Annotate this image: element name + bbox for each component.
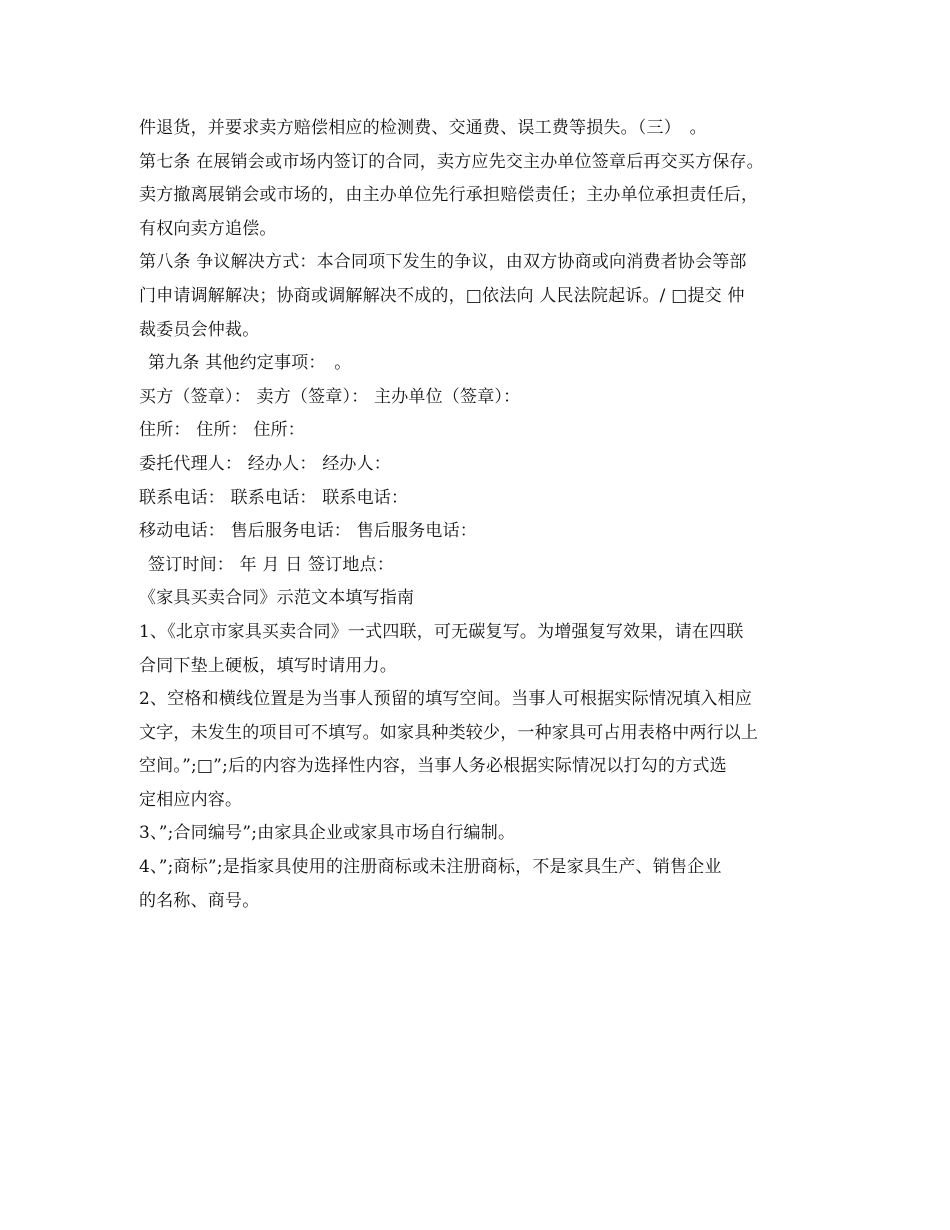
text-line: 定相应内容。 [139,789,243,810]
guide-item-4: 4、”;商标”;是指家具使用的注册商标或未注册商标，不是家具生产、销售企业 [139,857,722,878]
text-line: 卖方撤离展销会或市场的，由主办单位先行承担赔偿责任；主办单位承担责任后， [139,185,759,206]
text-line: 合同下垫上硬板，填写时请用力。 [139,655,397,676]
article-9-heading-line: 第九条 其他约定事项： 。 [148,353,352,374]
guide-title: 《家具买卖合同》示范文本填写指南 [139,588,415,609]
article-8-heading-line: 第八条 争议解决方式：本合同项下发生的争议，由双方协商或向消费者协会等部 [139,252,747,273]
text-line: 有权向卖方追偿。 [139,218,277,239]
guide-item-3: 3、”;合同编号”;由家具企业或家具市场自行编制。 [139,823,516,844]
article-7-heading-line: 第七条 在展销会或市场内签订的合同，卖方应先交主办单位签章后再交买方保存。 [139,151,764,172]
signing-date-row: 签订时间： 年 月 日 签订地点： [148,554,395,575]
guide-item-1: 1、《北京市家具买卖合同》一式四联，可无碳复写。为增强复写效果，请在四联 [139,621,744,642]
document-body [139,112,829,918]
text-line: 空间。”;□”;后的内容为选择性内容，当事人务必根据实际情况以打勾的方式选 [139,756,727,777]
agent-row: 委托代理人： 经办人： 经办人： [139,453,392,474]
text-line: 裁委员会仲裁。 [139,319,260,340]
text-line: 门申请调解解决；协商或调解解决不成的，□依法向 人民法院起诉。/ □提交 仲 [139,285,745,306]
mobile-row: 移动电话： 售后服务电话： 售后服务电话： [139,521,478,542]
text-line: 的名称、商号。 [139,890,260,911]
address-row: 住所： 住所： 住所： [139,420,306,441]
guide-item-2: 2、空格和横线位置是为当事人预留的填写空间。当事人可根据实际情况填入相应 [139,689,753,710]
text-line: 件退货，并要求卖方赔偿相应的检测费、交通费、误工费等损失。（三） 。 [139,118,707,138]
signature-row: 买方（签章）： 卖方（签章）： 主办单位（签章）： [139,386,521,407]
phone-row: 联系电话： 联系电话： 联系电话： [139,487,409,508]
text-line: 文字，未发生的项目可不填写。如家具种类较少，一种家具可占用表格中两行以上 [139,722,759,743]
